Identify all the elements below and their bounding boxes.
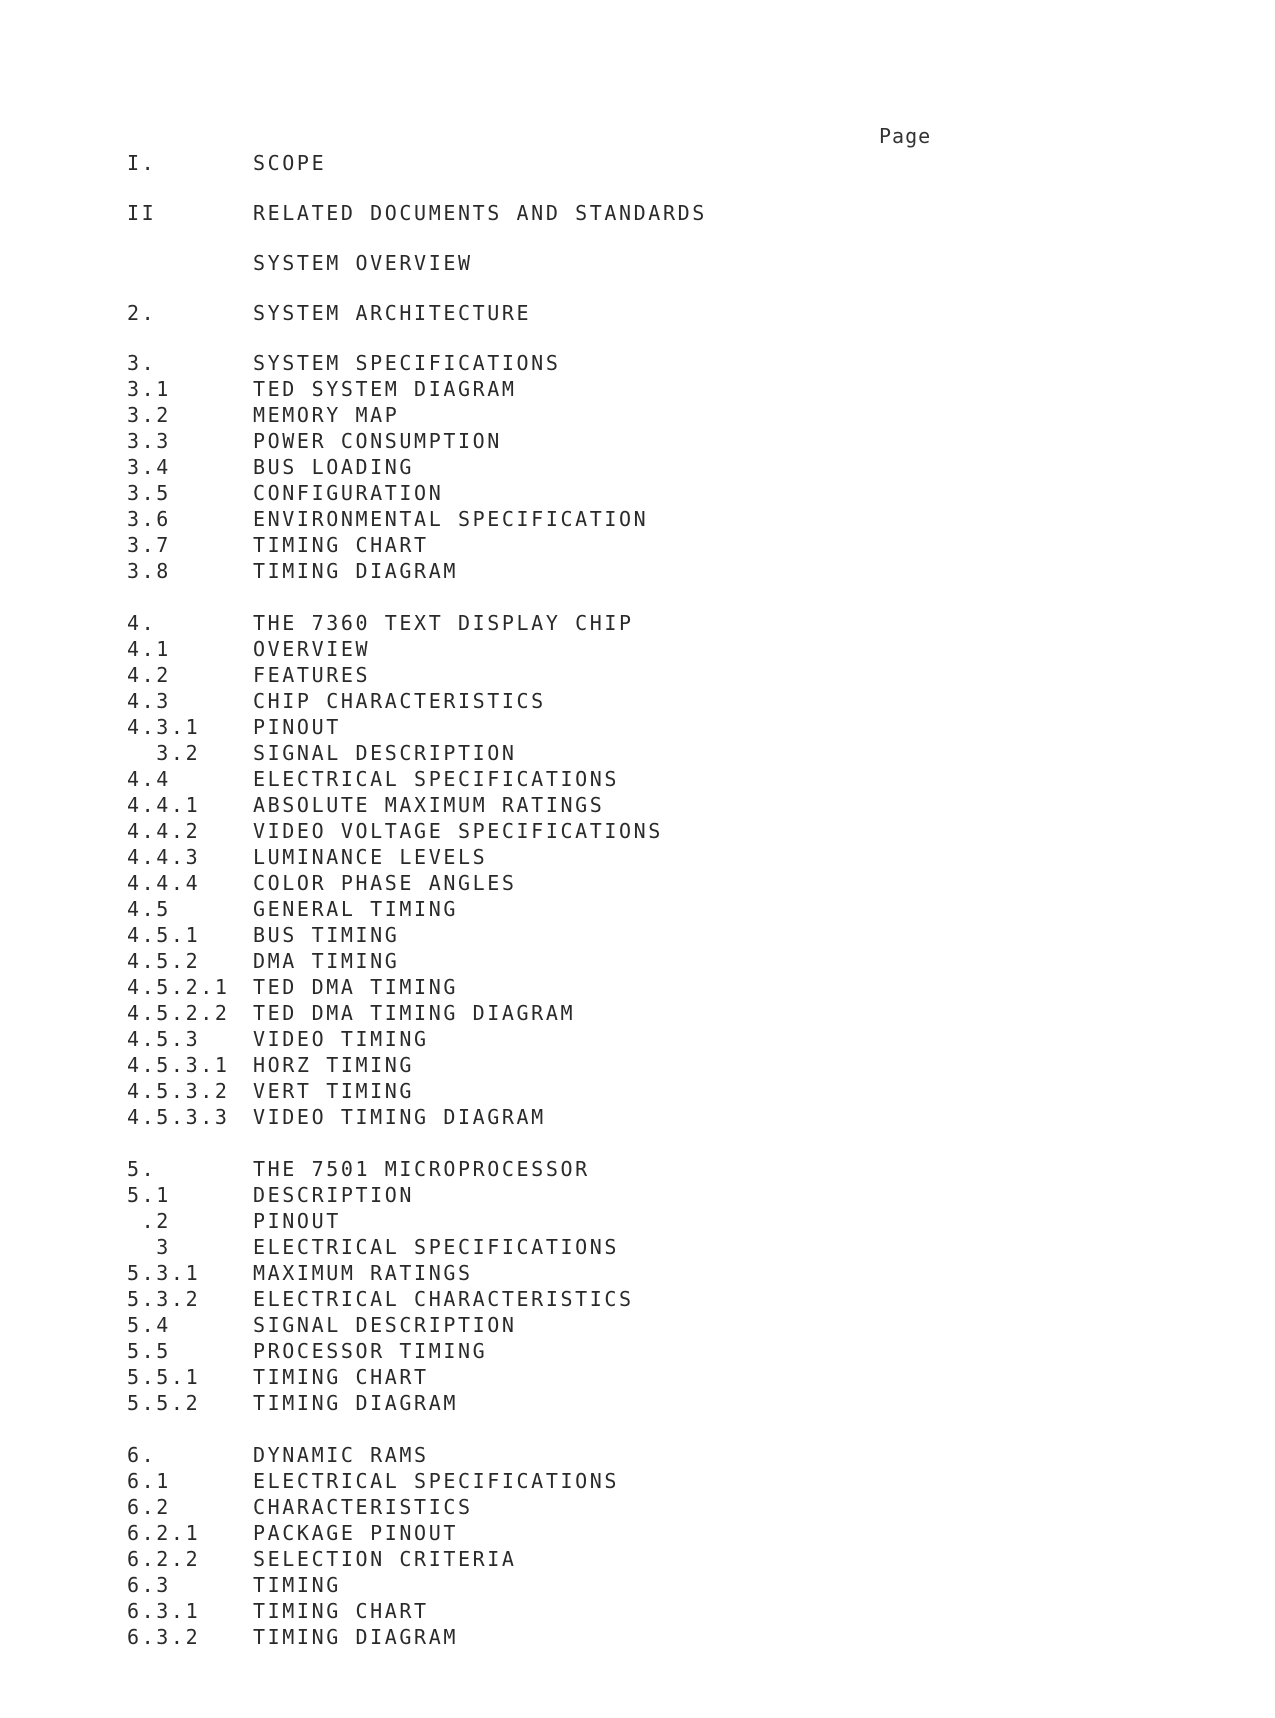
toc-entry-title: TED DMA TIMING (253, 975, 458, 999)
toc-entry-title: TED DMA TIMING DIAGRAM (253, 1001, 576, 1025)
toc-entry-title: SYSTEM SPECIFICATIONS (253, 351, 561, 375)
toc-entry-number: 6. (127, 1443, 157, 1467)
toc-entry-number: 4.1 (127, 637, 171, 661)
toc-entry-number: 4.5.3.3 (127, 1105, 230, 1129)
toc-entry (127, 1468, 1027, 1494)
toc-entry-number: 5.3.1 (127, 1261, 201, 1285)
toc-entry-number: 4.5.2 (127, 949, 201, 973)
toc-entry (127, 1390, 1027, 1416)
toc-group-system-overview (127, 250, 1027, 276)
toc-entry-number: 3.7 (127, 533, 171, 557)
toc-entry-number: 5.5 (127, 1339, 171, 1363)
toc-entry (127, 818, 1027, 844)
toc-entry-number: 5.5.1 (127, 1365, 201, 1389)
toc-entry-title: TIMING CHART (253, 1365, 429, 1389)
toc-entry-number: .2 (127, 1209, 171, 1233)
toc-entry-title: PINOUT (253, 715, 341, 739)
toc-entry-title: CONFIGURATION (253, 481, 444, 505)
toc-entry (127, 300, 1027, 326)
toc-entry-title: HORZ TIMING (253, 1053, 415, 1077)
toc-entry-number: 5.5.2 (127, 1391, 201, 1415)
toc-entry-number: 6.3.1 (127, 1599, 201, 1623)
section-spacer (127, 1130, 1027, 1156)
toc-entry-title: ELECTRICAL SPECIFICATIONS (253, 1235, 620, 1259)
toc-entry-title: VIDEO TIMING DIAGRAM (253, 1105, 546, 1129)
toc-entry-number: 4.3 (127, 689, 171, 713)
toc-entry (127, 1598, 1027, 1624)
toc-entry-title: MEMORY MAP (253, 403, 400, 427)
toc-entry-title: CHIP CHARACTERISTICS (253, 689, 546, 713)
toc-entry (127, 250, 1027, 276)
toc-entry (127, 1026, 1027, 1052)
toc-entry (127, 1078, 1027, 1104)
section-spacer (127, 584, 1027, 610)
toc-group-system-specifications (127, 350, 1027, 584)
toc-entry (127, 150, 1027, 176)
toc-entry (127, 454, 1027, 480)
toc-entry-number: 6.2 (127, 1495, 171, 1519)
toc-entry (127, 844, 1027, 870)
toc-entry (127, 1624, 1027, 1650)
section-spacer (127, 1416, 1027, 1442)
toc-entry (127, 766, 1027, 792)
toc-entry-number: 4.5.2.2 (127, 1001, 230, 1025)
toc-entry-number: 4.4.1 (127, 793, 201, 817)
toc-entry-title: TIMING CHART (253, 533, 429, 557)
toc-entry-number: II (127, 201, 157, 225)
toc-entry-title: BUS LOADING (253, 455, 415, 479)
toc-entry (127, 1546, 1027, 1572)
toc-entry-title: ELECTRICAL SPECIFICATIONS (253, 767, 620, 791)
toc-entry (127, 1338, 1027, 1364)
toc-entry-number: 3.4 (127, 455, 171, 479)
toc-entry (127, 1156, 1027, 1182)
toc-entry-number: 3.6 (127, 507, 171, 531)
toc-entry (127, 974, 1027, 1000)
toc-entry-title: VIDEO TIMING (253, 1027, 429, 1051)
toc-entry-number: 6.2.1 (127, 1521, 201, 1545)
toc-entry-title: SYSTEM ARCHITECTURE (253, 301, 532, 325)
toc-entry-number: 6.2.2 (127, 1547, 201, 1571)
toc-entry-title: ABSOLUTE MAXIMUM RATINGS (253, 793, 605, 817)
toc-entry-title: DMA TIMING (253, 949, 400, 973)
toc-entry-number: 3.3 (127, 429, 171, 453)
toc-entry-title: GENERAL TIMING (253, 897, 458, 921)
toc-entry-title: SCOPE (253, 151, 327, 175)
table-of-contents (127, 150, 1027, 1650)
toc-entry-number: 4.4 (127, 767, 171, 791)
toc-entry (127, 870, 1027, 896)
toc-entry (127, 740, 1027, 766)
toc-entry (127, 1286, 1027, 1312)
toc-entry (127, 948, 1027, 974)
toc-entry-number: 4.2 (127, 663, 171, 687)
section-spacer (127, 326, 1027, 350)
toc-entry-number: 4.5.2.1 (127, 975, 230, 999)
toc-entry-title: COLOR PHASE ANGLES (253, 871, 517, 895)
toc-entry-title: TIMING DIAGRAM (253, 1391, 458, 1415)
toc-entry (127, 1442, 1027, 1468)
toc-entry (127, 1052, 1027, 1078)
toc-entry-title: TIMING DIAGRAM (253, 1625, 458, 1649)
toc-group-related-documents (127, 200, 1027, 226)
toc-entry-title: SIGNAL DESCRIPTION (253, 741, 517, 765)
toc-entry (127, 1208, 1027, 1234)
toc-entry-title: TED SYSTEM DIAGRAM (253, 377, 517, 401)
toc-entry-title: RELATED DOCUMENTS AND STANDARDS (253, 201, 707, 225)
toc-entry-title: ENVIRONMENTAL SPECIFICATION (253, 507, 649, 531)
toc-entry-title: PROCESSOR TIMING (253, 1339, 488, 1363)
toc-entry-number: 3.2 (127, 403, 171, 427)
toc-entry (127, 558, 1027, 584)
toc-entry (127, 200, 1027, 226)
toc-entry-title: DESCRIPTION (253, 1183, 415, 1207)
toc-entry (127, 610, 1027, 636)
toc-entry (127, 636, 1027, 662)
toc-entry-title: CHARACTERISTICS (253, 1495, 473, 1519)
toc-entry-title: ELECTRICAL SPECIFICATIONS (253, 1469, 620, 1493)
toc-entry-number: 2. (127, 301, 157, 325)
toc-entry-number: 5.1 (127, 1183, 171, 1207)
toc-group-system-architecture (127, 300, 1027, 326)
toc-entry-title: MAXIMUM RATINGS (253, 1261, 473, 1285)
toc-entry (127, 428, 1027, 454)
toc-entry-number: 3.1 (127, 377, 171, 401)
toc-entry-title: ELECTRICAL CHARACTERISTICS (253, 1287, 634, 1311)
toc-entry-number: 4.4.4 (127, 871, 201, 895)
toc-entry (127, 532, 1027, 558)
toc-entry-number: 6.1 (127, 1469, 171, 1493)
toc-entry (127, 1234, 1027, 1260)
toc-entry-number: 4.5.3.2 (127, 1079, 230, 1103)
toc-group-scope (127, 150, 1027, 176)
section-spacer (127, 176, 1027, 200)
toc-entry-title: OVERVIEW (253, 637, 371, 661)
toc-entry (127, 376, 1027, 402)
toc-group-text-display-chip (127, 610, 1027, 1130)
toc-entry-number: 4.5 (127, 897, 171, 921)
toc-entry-title: THE 7360 TEXT DISPLAY CHIP (253, 611, 634, 635)
toc-entry (127, 792, 1027, 818)
toc-entry-title: PINOUT (253, 1209, 341, 1233)
toc-entry-title: VERT TIMING (253, 1079, 415, 1103)
toc-entry (127, 922, 1027, 948)
toc-entry-title: SELECTION CRITERIA (253, 1547, 517, 1571)
toc-entry (127, 1104, 1027, 1130)
toc-entry-number: 3.5 (127, 481, 171, 505)
toc-entry-title: FEATURES (253, 663, 371, 687)
toc-entry (127, 1520, 1027, 1546)
toc-entry-number: 4.5.1 (127, 923, 201, 947)
toc-entry-number: 4.5.3 (127, 1027, 201, 1051)
toc-entry (127, 1572, 1027, 1598)
page-column-label: Page (879, 124, 932, 148)
toc-entry (127, 714, 1027, 740)
toc-entry-title: THE 7501 MICROPROCESSOR (253, 1157, 590, 1181)
toc-entry-number: 6.3.2 (127, 1625, 201, 1649)
toc-entry-title: POWER CONSUMPTION (253, 429, 502, 453)
toc-entry-title: TIMING CHART (253, 1599, 429, 1623)
toc-entry (127, 506, 1027, 532)
toc-group-microprocessor (127, 1156, 1027, 1416)
toc-entry-title: BUS TIMING (253, 923, 400, 947)
toc-entry-number: 3. (127, 351, 157, 375)
toc-entry-number: 4.4.2 (127, 819, 201, 843)
toc-entry-title: VIDEO VOLTAGE SPECIFICATIONS (253, 819, 663, 843)
toc-entry-title: DYNAMIC RAMS (253, 1443, 429, 1467)
toc-entry-number: 3.2 (127, 741, 201, 765)
toc-entry-number: 4.5.3.1 (127, 1053, 230, 1077)
toc-entry-number: 4.3.1 (127, 715, 201, 739)
toc-entry (127, 1312, 1027, 1338)
toc-entry-number: 3.8 (127, 559, 171, 583)
toc-entry-number: I. (127, 151, 157, 175)
toc-entry (127, 480, 1027, 506)
section-spacer (127, 276, 1027, 300)
toc-entry (127, 662, 1027, 688)
toc-entry (127, 688, 1027, 714)
toc-entry (127, 350, 1027, 376)
toc-entry (127, 402, 1027, 428)
toc-entry-number: 4. (127, 611, 157, 635)
section-spacer (127, 226, 1027, 250)
toc-entry-number: 5.3.2 (127, 1287, 201, 1311)
toc-entry-number: 5.4 (127, 1313, 171, 1337)
toc-entry (127, 1182, 1027, 1208)
toc-entry (127, 1364, 1027, 1390)
toc-entry-number: 3 (127, 1235, 171, 1259)
toc-entry-title: SIGNAL DESCRIPTION (253, 1313, 517, 1337)
toc-entry (127, 1494, 1027, 1520)
toc-group-dynamic-rams (127, 1442, 1027, 1650)
toc-entry-title: TIMING DIAGRAM (253, 559, 458, 583)
toc-entry (127, 1000, 1027, 1026)
toc-entry-number: 5. (127, 1157, 157, 1181)
toc-entry-title: PACKAGE PINOUT (253, 1521, 458, 1545)
toc-entry (127, 1260, 1027, 1286)
toc-entry-number: 4.4.3 (127, 845, 201, 869)
toc-entry-title: LUMINANCE LEVELS (253, 845, 488, 869)
toc-entry-title: SYSTEM OVERVIEW (253, 251, 473, 275)
toc-entry-title: TIMING (253, 1573, 341, 1597)
toc-entry (127, 896, 1027, 922)
toc-entry-number: 6.3 (127, 1573, 171, 1597)
